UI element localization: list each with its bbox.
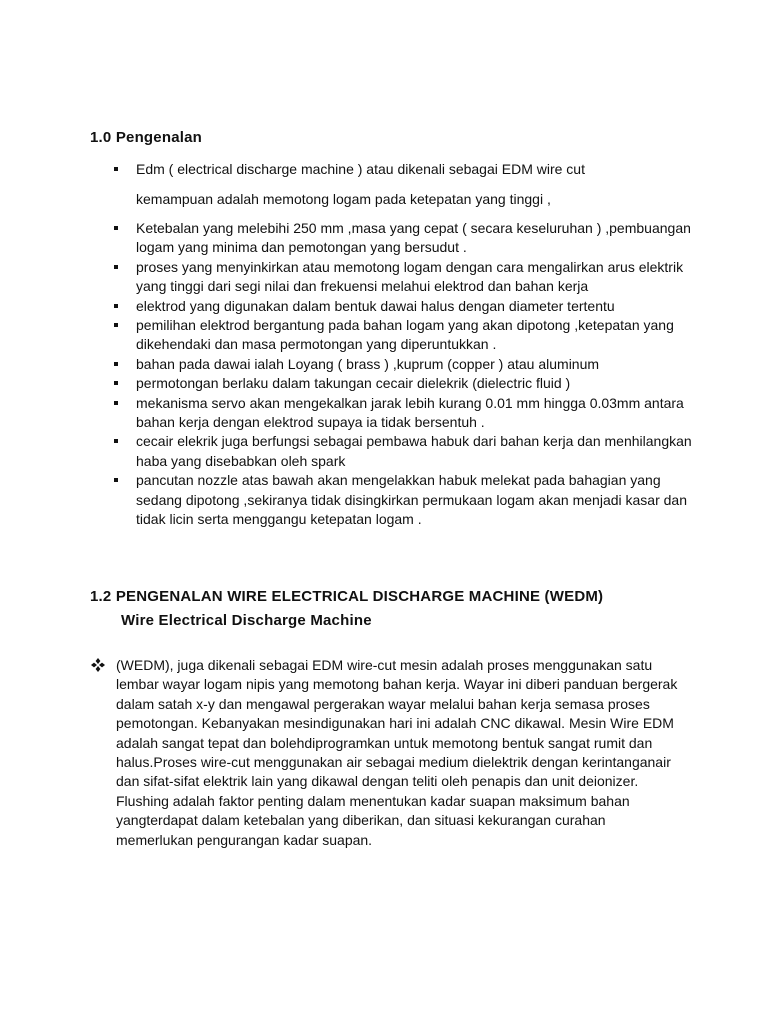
section-1-list bbox=[112, 219, 692, 530]
four-diamond-bullet-icon bbox=[90, 657, 106, 673]
section-1-first-list bbox=[112, 160, 692, 179]
list-item bbox=[112, 219, 692, 258]
square-bullet-icon bbox=[114, 362, 118, 366]
list-item bbox=[112, 258, 692, 297]
list-item-continuation: kemampuan adalah memotong logam pada ketepatan yang tinggi , bbox=[136, 191, 551, 207]
list-item bbox=[112, 316, 692, 355]
square-bullet-icon bbox=[114, 439, 118, 443]
list-item-text: pemilihan elektrod bergantung pada bahan logam yang akan dipotong ,ketepatan yang dikehendaki dan masa permotongan yang diperuntukkan . bbox=[136, 317, 674, 353]
list-item-text: mekanisma servo akan mengekalkan jarak lebih kurang 0.01 mm hingga 0.03mm antara bahan kerja dengan elektrod supaya ia tidak bersentuh . bbox=[136, 394, 684, 431]
list-item-text: bahan pada dawai ialah Loyang ( brass ) ,kuprum (copper ) atau aluminum bbox=[136, 355, 600, 372]
square-bullet-icon bbox=[114, 304, 118, 308]
square-bullet-icon bbox=[114, 323, 118, 327]
list-item-text: permotongan berlaku dalam takungan cecair dielekrik (dielectric fluid ) bbox=[136, 375, 571, 392]
section-1-title: 1.0 Pengenalan bbox=[90, 129, 203, 146]
list-item bbox=[112, 297, 692, 316]
list-item bbox=[112, 355, 692, 374]
list-item bbox=[112, 471, 692, 529]
list-item bbox=[112, 374, 692, 393]
square-bullet-icon bbox=[114, 265, 118, 269]
square-bullet-icon bbox=[114, 478, 118, 482]
list-item-text: Ketebalan yang melebihi 250 mm ,masa yang cepat ( secara keseluruhan ) ,pembuangan logam yang minima dan pemotongan yang bersudut . bbox=[136, 220, 691, 256]
square-bullet-icon bbox=[114, 401, 118, 405]
square-bullet-icon bbox=[114, 167, 118, 171]
list-item bbox=[112, 160, 692, 179]
list-item bbox=[112, 432, 692, 471]
list-item-text: pancutan nozzle atas bawah akan mengelakkan habuk melekat pada bahagian yang sedang dipotong ,sekiranya tidak disingkirkan permukaan logam akan menjadi kasar dan tidak licin serta menggangu ketepatan logam . bbox=[136, 472, 687, 528]
square-bullet-icon bbox=[114, 381, 118, 385]
list-item-text: cecair elekrik juga berfungsi sebagai pembawa habuk dari bahan kerja dan menhilangkan haba yang disebabkan oleh spark bbox=[136, 433, 692, 469]
square-bullet-icon bbox=[114, 226, 118, 230]
list-item-text: elektrod yang digunakan dalam bentuk dawai halus dengan diameter tertentu bbox=[136, 297, 615, 314]
section-2-paragraph: (WEDM), juga dikenali sebagai EDM wire-cut mesin adalah proses menggunakan satu lembar wayar logam nipis yang memotong bahan kerja. Wayar ini diberi panduan bergerak dalam satah x-y dan mengawal pergerakan wayar melalui bahan kerja semasa proses pemotongan. Kebanyakan mesindigunakan hari ini adalah CNC dikawal. Mesin Wire EDM adalah sangat tepat dan bolehdiprogramkan untuk memotong bentuk sangat rumit dan halus.Proses wire-cut menggunakan air sebagai medium dielektrik dengan kerintanganair dan sifat-sifat elektrik lain yang dikawal dengan teliti oleh penapis dan unit deionizer. Flushing adalah faktor penting dalam menentukan kadar suapan maksimum bahan yangterdapat dalam ketebalan yang diberikan, dan situasi kekurangan curahan memerlukan pengurangan kadar suapan. bbox=[116, 657, 678, 848]
section-2-title: 1.2 PENGENALAN WIRE ELECTRICAL DISCHARGE MACHINE (WEDM) bbox=[90, 588, 604, 605]
list-item bbox=[112, 394, 692, 433]
list-item-text: proses yang menyinkirkan atau memotong logam dengan cara mengalirkan arus elektrik yang tinggi dari segi nilai dan frekuensi melahui elektrod dan bahan kerja bbox=[136, 258, 684, 295]
list-item-text: Edm ( electrical discharge machine ) atau dikenali sebagai EDM wire cut bbox=[136, 161, 585, 177]
section-2-subtitle: Wire Electrical Discharge Machine bbox=[121, 612, 372, 629]
